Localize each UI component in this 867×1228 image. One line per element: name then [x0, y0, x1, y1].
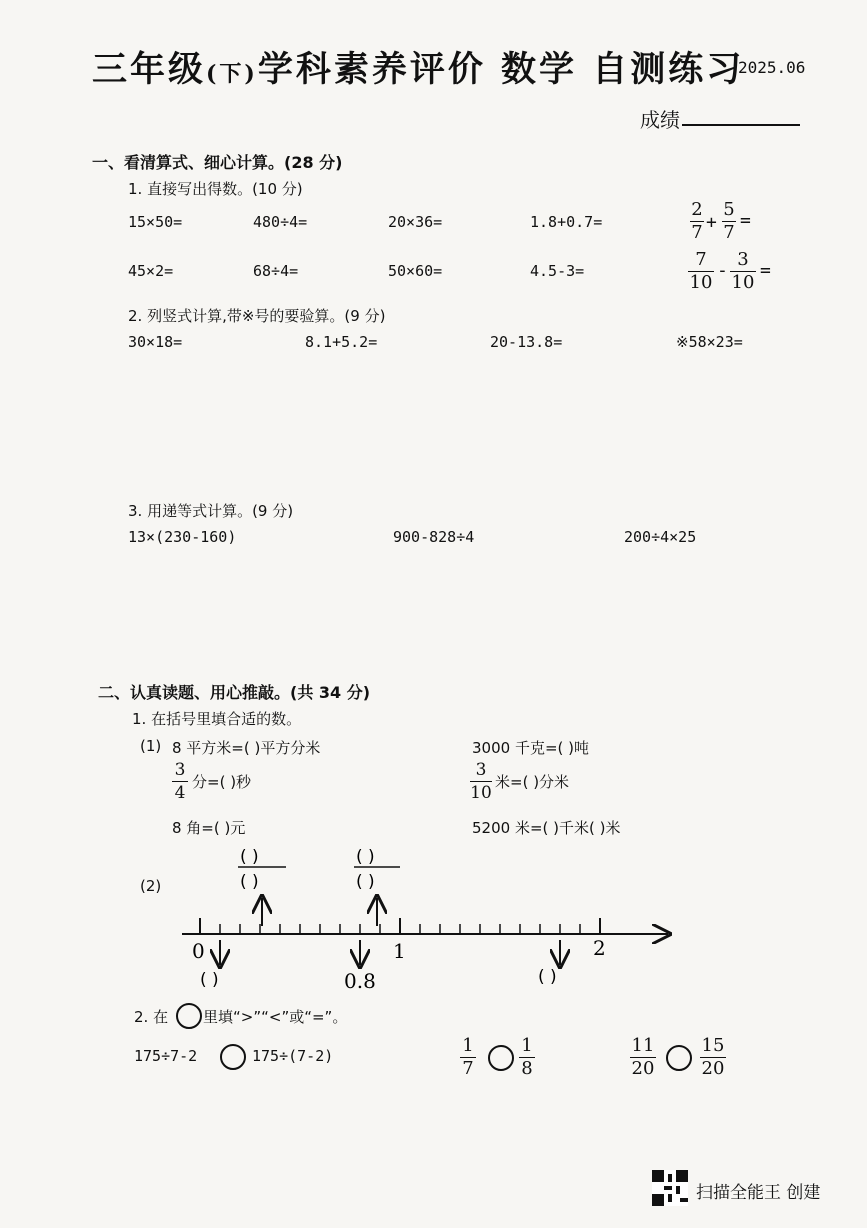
fraction: 2 7 — [691, 199, 703, 243]
page-title: 三年级(下)学科素养评价 数学 自测练习 — [92, 49, 745, 90]
fraction: 15 20 — [701, 1035, 725, 1079]
question-2-label: 2. 列竖式计算,带※号的要验算。(9 分) — [128, 307, 386, 325]
blank-numerator: ( ) — [356, 847, 375, 867]
question-1-label: 1. 直接写出得数。(10 分) — [128, 180, 303, 198]
calc-item: 15×50= — [128, 213, 183, 231]
score-label: 成绩 — [640, 108, 680, 132]
date: 2025.06 — [738, 58, 806, 77]
calc-item: 68÷4= — [253, 262, 299, 280]
sub-question-number: (1) — [140, 737, 162, 755]
fill-item: 3000 千克=( )吨 — [472, 739, 589, 757]
compare-circle-blank[interactable] — [488, 1045, 514, 1071]
question-3-label: 3. 用递等式计算。(9 分) — [128, 502, 294, 520]
fraction: 1 7 — [460, 1036, 476, 1079]
step-calc-item: 900-828÷4 — [393, 528, 475, 546]
blank-denominator: ( ) — [240, 872, 259, 892]
nl-label-0: 0 — [192, 939, 205, 963]
compare-circle-blank[interactable] — [666, 1045, 692, 1071]
fill-item: 米=( )分米 — [495, 773, 570, 791]
question-label: 2. 在 — [134, 1008, 169, 1026]
calc-item: 50×60= — [388, 262, 443, 280]
fill-item: 8 平方米=( )平方分米 — [172, 739, 321, 757]
calc-item: 480÷4= — [253, 213, 308, 231]
blank-answer: ( ) — [538, 967, 557, 987]
step-calc-item: 13×(230-160) — [128, 528, 237, 546]
blank-answer: ( ) — [200, 970, 219, 990]
fill-item: 8 角=( )元 — [172, 819, 246, 837]
fraction: 5 7 — [723, 199, 735, 243]
qr-code-icon — [652, 1170, 688, 1206]
compare-right: 175÷(7-2) — [252, 1047, 334, 1065]
blank-denominator: ( ) — [356, 872, 375, 892]
vertical-calc-item: ※58×23= — [676, 333, 743, 351]
calc-item: 4.5-3= — [530, 262, 585, 280]
sub-question-number: (2) — [140, 877, 162, 895]
question-label: 1. 在括号里填合适的数。 — [132, 710, 302, 728]
calc-item: 20×36= — [388, 213, 443, 231]
fraction: 11 20 — [631, 1035, 655, 1079]
nl-label-2: 2 — [593, 936, 606, 960]
fraction: 3 4 — [172, 760, 188, 803]
fraction: 3 10 — [470, 760, 492, 803]
scanner-watermark: 扫描全能王 创建 — [696, 1183, 821, 1203]
vertical-calc-item: 30×18= — [128, 333, 183, 351]
calc-item: 1.8+0.7= — [530, 213, 603, 231]
number-line-ticks — [200, 918, 600, 934]
fraction: 1 8 — [519, 1036, 535, 1079]
calc-item: 45×2= — [128, 262, 174, 280]
nl-value-label: 0.8 — [344, 969, 376, 993]
fraction: 7 10 — [689, 249, 713, 293]
nl-label-1: 1 — [393, 939, 406, 963]
compare-circle-blank[interactable] — [220, 1044, 246, 1070]
compare-left: 175÷7-2 — [134, 1047, 198, 1065]
vertical-calc-item: 20-13.8= — [490, 333, 563, 351]
compare-circle-icon — [176, 1003, 202, 1029]
fraction: 3 10 — [731, 249, 755, 293]
vertical-calc-item: 8.1+5.2= — [305, 333, 378, 351]
section-heading-2: 二、认真读题、用心推敲。(共 34 分) — [98, 683, 371, 702]
step-calc-item: 200÷4×25 — [624, 528, 697, 546]
section-heading-1: 一、看清算式、细心计算。(28 分) — [92, 153, 343, 172]
blank-numerator: ( ) — [240, 847, 259, 867]
fill-item: 分=( )秒 — [192, 773, 252, 791]
fill-item: 5200 米=( )千米( )米 — [472, 819, 621, 837]
